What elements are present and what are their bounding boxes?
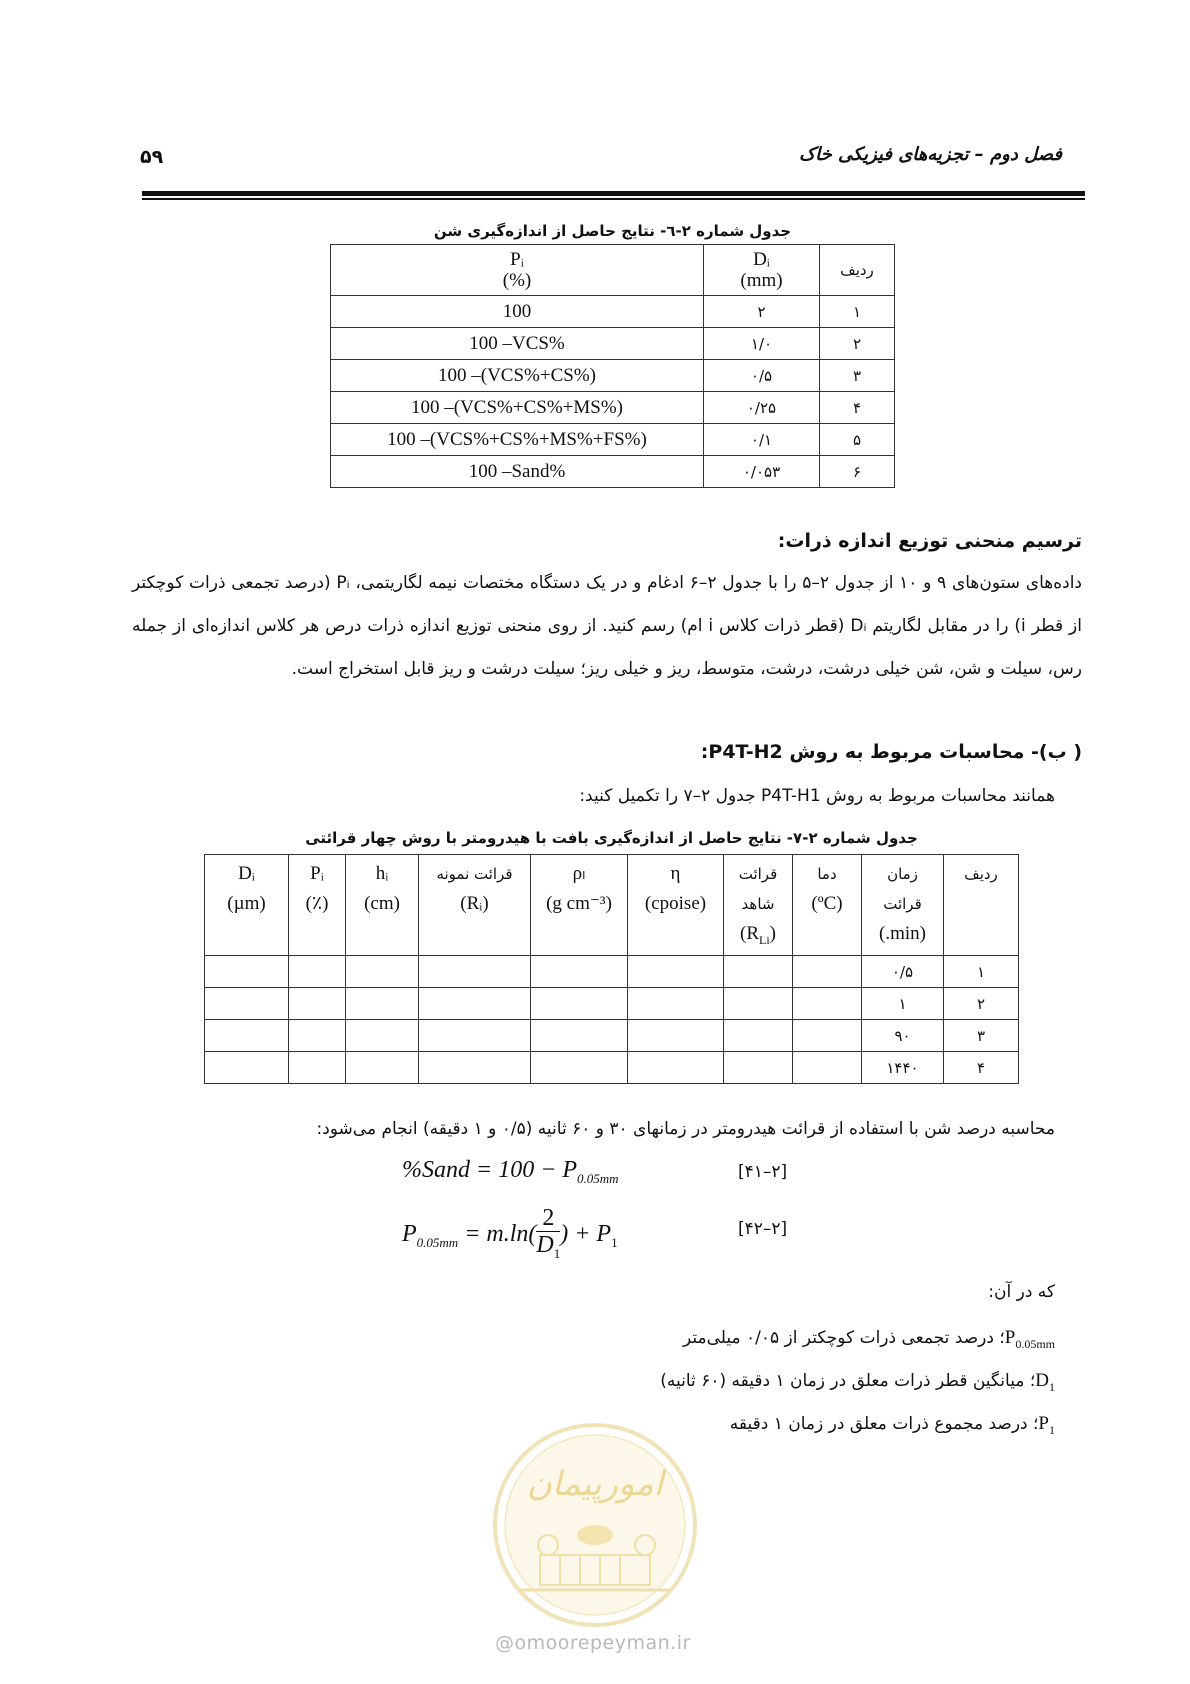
- empty-cell: [205, 956, 289, 988]
- equation-42: $P_{0.05mm} = m.\ln$( $\frac{2}{D_1}$ ) + $P_1$: [402, 1205, 618, 1267]
- pi-value: 100 –(VCS%+CS%): [331, 360, 704, 392]
- header-density-unit: (g cm⁻³): [546, 893, 612, 914]
- table-row: [205, 1052, 1019, 1084]
- header-time-unit: (min.): [879, 923, 926, 944]
- table-row: [331, 328, 895, 360]
- empty-cell: [205, 988, 289, 1020]
- header-blank-line2: شاهد: [741, 895, 775, 913]
- pi-value: 100 –(VCS%+CS%+MS%+FS%): [331, 424, 704, 456]
- header-pi: [289, 855, 346, 956]
- header-sample-label: قرائت نمونه: [436, 865, 513, 883]
- row-number: ۴: [820, 392, 895, 424]
- table7-caption: جدول شماره ۲-۷- نتایج حاصل از اندازه‌گیری بافت با هیدرومتر با روش چهار قرائتی: [305, 829, 918, 847]
- di-value: ۱/۰: [704, 328, 820, 360]
- header-blank-reading: [724, 855, 793, 956]
- empty-cell: [531, 956, 628, 988]
- row-number: ۳: [820, 360, 895, 392]
- watermark-seal-text: امورپیمان: [526, 1464, 664, 1504]
- header-pi: [331, 245, 704, 296]
- chapter-title: فصل دوم – تجزیه‌های فیزیکی خاک: [799, 144, 1062, 165]
- header-di: [205, 855, 289, 956]
- time-value: ۱: [862, 988, 944, 1020]
- row-number: ۱: [820, 296, 895, 328]
- header-blank-line1: قرائت: [738, 865, 778, 883]
- row-number: ۴: [944, 1052, 1019, 1084]
- row-number: ۶: [820, 456, 895, 488]
- row-number: ۳: [944, 1020, 1019, 1052]
- header-di: [704, 245, 820, 296]
- time-value: ۹۰: [862, 1020, 944, 1052]
- empty-cell: [289, 1052, 346, 1084]
- di-value: ۰/۵: [704, 360, 820, 392]
- table7: [204, 854, 1019, 1084]
- table-row: [331, 360, 895, 392]
- header-rule-thick: [142, 191, 1085, 196]
- header-sample-symbol: (Rᵢ): [460, 893, 489, 914]
- header-row-number: ردیف: [820, 245, 895, 296]
- pi-value: 100: [331, 296, 704, 328]
- empty-cell: [346, 1052, 419, 1084]
- watermark-seal: [480, 1420, 710, 1630]
- equation-41: %Sand = $100 - P_{0.05mm}$: [402, 1157, 619, 1186]
- pi-value: 100 –Sand%: [331, 456, 704, 488]
- table6: [330, 244, 895, 488]
- empty-cell: [793, 1020, 862, 1052]
- empty-cell: [419, 988, 531, 1020]
- where-label: که در آن:: [988, 1282, 1055, 1302]
- header-di-unit: (mm): [740, 270, 783, 291]
- header-hi-unit: (cm): [364, 893, 400, 914]
- empty-cell: [628, 1020, 724, 1052]
- empty-cell: [346, 956, 419, 988]
- empty-cell: [289, 1020, 346, 1052]
- watermark-url: @omoorepeyman.ir: [495, 1632, 691, 1654]
- equation-41-number: [۴۱–۲]: [738, 1162, 788, 1182]
- pi-value: 100 –(VCS%+CS%+MS%): [331, 392, 704, 424]
- empty-cell: [531, 988, 628, 1020]
- empty-cell: [289, 988, 346, 1020]
- header-viscosity-unit: (cpoise): [644, 893, 707, 914]
- di-value: ۰/۱: [704, 424, 820, 456]
- di-value: ۰/۲۵: [704, 392, 820, 424]
- header-viscosity-symbol: η: [670, 863, 681, 884]
- instruction-line: همانند محاسبات مربوط به روش P4T-H1 جدول ۲–۷ را تکمیل کنید:: [579, 786, 1055, 806]
- row-number: ۲: [820, 328, 895, 360]
- header-pi-unit: (%): [502, 270, 532, 291]
- header-viscosity: [628, 855, 724, 956]
- header-time-line2: قرائت: [883, 895, 922, 913]
- di-value: ۲: [704, 296, 820, 328]
- time-value: ۱۴۴۰: [862, 1052, 944, 1084]
- header-row-number: ردیف: [944, 855, 1019, 956]
- header-di-symbol: Dᵢ: [238, 863, 255, 884]
- empty-cell: [419, 956, 531, 988]
- header-pi-unit: (٪): [305, 893, 329, 914]
- definition-d1: $D_1؛$ میانگین قطر ذرات معلق در زمان ۱ دقیقه (۶۰ ثانیه): [660, 1370, 1055, 1394]
- empty-cell: [724, 1052, 793, 1084]
- time-value: ۰/۵: [862, 956, 944, 988]
- empty-cell: [289, 956, 346, 988]
- header-density: [531, 855, 628, 956]
- empty-cell: [628, 988, 724, 1020]
- header-temperature: [793, 855, 862, 956]
- empty-cell: [346, 1020, 419, 1052]
- table-row: [205, 988, 1019, 1020]
- table-row: [205, 1020, 1019, 1052]
- table-header-row: [205, 855, 1019, 956]
- empty-cell: [531, 1052, 628, 1084]
- definition-p1: $P_1؛$ درصد مجموع ذرات معلق در زمان ۱ دقیقه: [729, 1413, 1055, 1437]
- table-row: [331, 424, 895, 456]
- table-row: [205, 956, 1019, 988]
- section-title-particle-curve: ترسیم منحنی توزیع اندازه ذرات:: [777, 530, 1082, 552]
- section-title-p4t-h2: ( ب)- محاسبات مربوط به روش P4T-H2:: [700, 741, 1082, 763]
- empty-cell: [419, 1020, 531, 1052]
- header-blank-symbol: $(R_{Li})$: [740, 923, 776, 947]
- empty-cell: [531, 1020, 628, 1052]
- header-temperature-label: دما: [817, 865, 837, 883]
- empty-cell: [793, 1052, 862, 1084]
- table-row: [331, 296, 895, 328]
- table6-caption: جدول شماره ۲-٦- نتایج حاصل از اندازه‌گیری شن: [433, 222, 792, 240]
- pi-value: 100 –VCS%: [331, 328, 704, 360]
- empty-cell: [793, 956, 862, 988]
- empty-cell: [628, 956, 724, 988]
- empty-cell: [419, 1052, 531, 1084]
- header-rule-thin: [142, 198, 1085, 200]
- row-number: ۲: [944, 988, 1019, 1020]
- header-density-symbol: ρₗ: [572, 863, 586, 884]
- empty-cell: [628, 1052, 724, 1084]
- header-time: [862, 855, 944, 956]
- row-number: ۱: [944, 956, 1019, 988]
- empty-cell: [724, 988, 793, 1020]
- empty-cell: [205, 1020, 289, 1052]
- header-hi-symbol: hᵢ: [375, 863, 389, 884]
- header-hi: [346, 855, 419, 956]
- fraction-2-over-d1: $\frac{2}{D_1}$: [536, 1205, 561, 1261]
- paragraph-particle-curve: داده‌های ستون‌های ۹ و ۱۰ از جدول ۲–۵ را با جدول ۲–۶ ادغام و در یک دستگاه مختصات نیمه لگاریتمی، Pᵢ (درصد تجمعی ذرات کوچکتر از قطر i) را در مقابل لگاریتم Dᵢ (قطر ذرات کلاس i ام) رسم کنید. از روی منحنی توزیع اندازه ذرات درص هر کلاس اندازه‌ای از جمله رس، سیلت و شن، شن خیلی درشت، درشت، متوسط، ریز و خیلی ریز؛ سیلت درشت و ریز قابل استخراج است.: [132, 573, 1082, 679]
- empty-cell: [724, 956, 793, 988]
- di-value: ۰/۰۵۳: [704, 456, 820, 488]
- empty-cell: [724, 1020, 793, 1052]
- table-header-row: [331, 245, 895, 296]
- header-temperature-unit: (ºC): [811, 893, 843, 914]
- header-pi-symbol: Pᵢ: [310, 863, 324, 884]
- table-row: [331, 392, 895, 424]
- definition-p005: $P_{0.05mm}؛$ درصد تجمعی ذرات کوچکتر از ۰/۰۵ میلی‌متر: [682, 1327, 1055, 1351]
- header-di-symbol: Dᵢ: [753, 249, 770, 270]
- table-row: [331, 456, 895, 488]
- empty-cell: [346, 988, 419, 1020]
- empty-cell: [205, 1052, 289, 1084]
- header-pi-symbol: Pᵢ: [510, 249, 524, 270]
- row-number: ۵: [820, 424, 895, 456]
- header-sample-reading: [419, 855, 531, 956]
- header-di-unit: (µm): [227, 893, 266, 914]
- sand-calc-intro: محاسبه درصد شن با استفاده از قرائت هیدرومتر در زمانهای ۳۰ و ۶۰ ثانیه (۰/۵ و ۱ دقیقه) انجام می‌شود:: [316, 1119, 1055, 1139]
- empty-cell: [793, 988, 862, 1020]
- page-number: ۵۹: [140, 146, 164, 168]
- header-time-line1: زمان: [887, 865, 918, 883]
- equation-42-number: [۴۲–۲]: [738, 1219, 788, 1239]
